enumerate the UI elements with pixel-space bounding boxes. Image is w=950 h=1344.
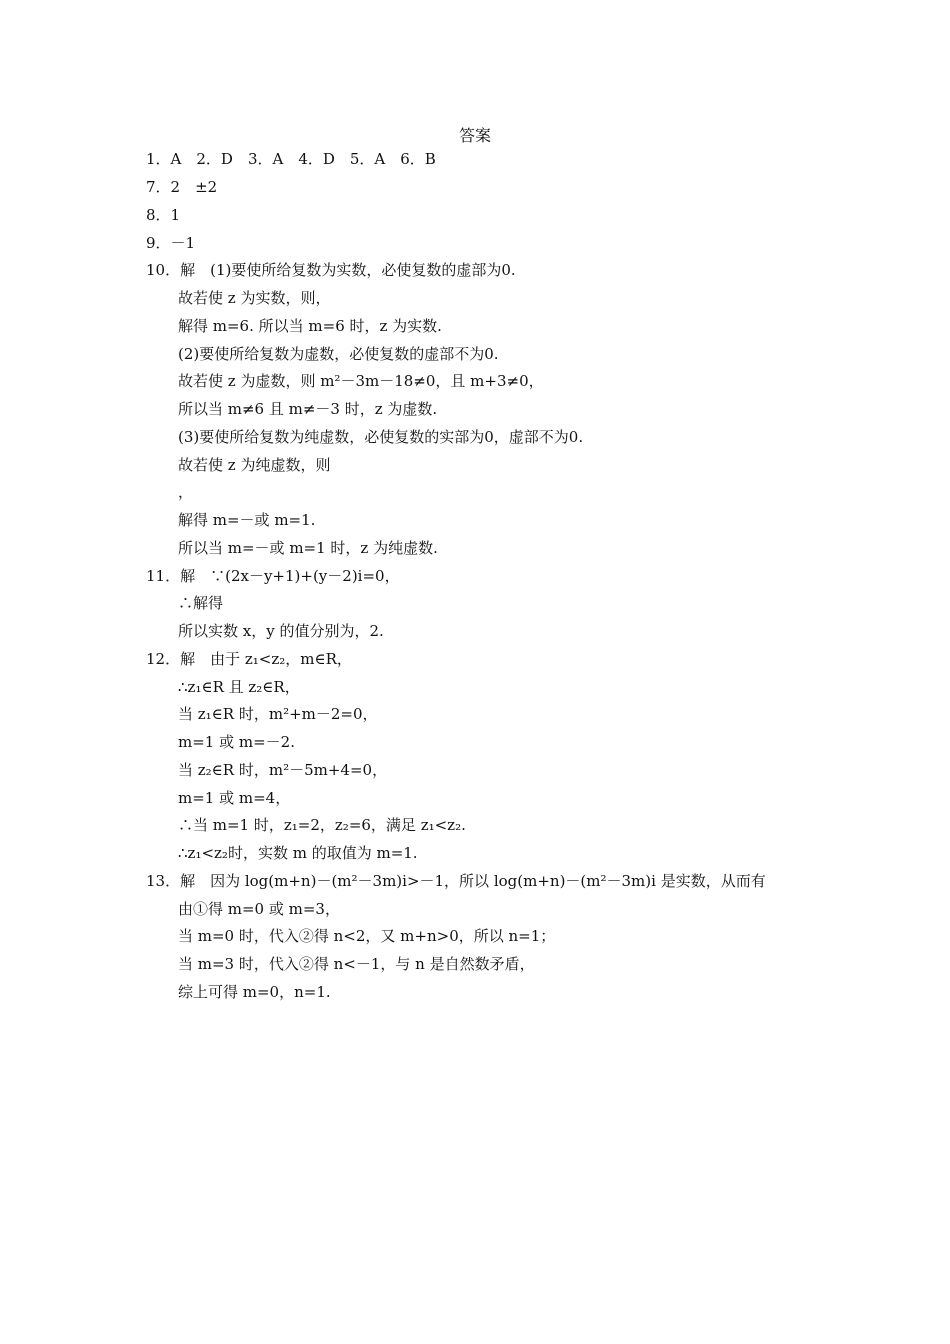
answer-line: ∴解得 [178, 594, 224, 612]
answer-line-7: 7．2 ±2 [146, 178, 218, 196]
answer-line-10-heading: 10．解 (1)要使所给复数为实数，必使复数的虚部为0. [146, 261, 516, 279]
answer-line: 当 m=0 时，代入②得 n<2，又 m+n>0，所以 n=1； [178, 927, 556, 945]
answer-line: m=1 或 m=4， [178, 789, 291, 807]
answer-line: 所以当 m≠6 且 m≠－3 时，z 为虚数. [178, 400, 438, 418]
answer-line: 当 z₁∈R 时，m²+m－2=0， [178, 705, 378, 723]
answer-line: 故若使 z 为纯虚数，则 [178, 456, 331, 474]
answer-line-1-6: 1．A 2．D 3．A 4．D 5．A 6．B [146, 150, 436, 168]
answer-line: 当 z₂∈R 时，m²－5m+4=0， [178, 761, 388, 779]
answer-line: ∴z₁∈R 且 z₂∈R， [178, 678, 300, 696]
answer-line: (2)要使所给复数为虚数，必使复数的虚部不为0. [178, 345, 499, 363]
answer-line: 综上可得 m=0，n=1. [178, 983, 331, 1001]
answer-line: ， [178, 483, 194, 501]
answer-line: ∴z₁<z₂时，实数 m 的取值为 m=1. [178, 844, 418, 862]
answer-line: 解得 m=－或 m=1. [178, 511, 316, 529]
answer-line: 故若使 z 为虚数，则 m²－3m－18≠0，且 m+3≠0， [178, 372, 544, 390]
answer-line-8: 8．1 [146, 206, 181, 224]
answer-line: 所以当 m=－或 m=1 时，z 为纯虚数. [178, 539, 438, 557]
answer-line: 所以实数 x，y 的值分别为，2. [178, 622, 384, 640]
answer-line: 当 m=3 时，代入②得 n<－1，与 n 是自然数矛盾， [178, 955, 535, 973]
answer-line: m=1 或 m=－2. [178, 733, 295, 751]
answer-line-13-heading: 13．解 因为 log(m+n)－(m²－3m)i>－1，所以 log(m+n)－(m²－3m)i 是实数，从而有 [146, 872, 766, 890]
answer-line: (3)要使所给复数为纯虚数，必使复数的实部为0，虚部不为0. [178, 428, 584, 446]
answer-line: ∴当 m=1 时，z₁=2，z₂=6，满足 z₁<z₂. [178, 816, 466, 834]
answer-line: 故若使 z 为实数，则， [178, 289, 331, 307]
answer-line-9: 9．－1 [146, 234, 196, 252]
page-title: 答案 [458, 126, 491, 145]
answer-line: 解得 m=6. 所以当 m=6 时，z 为实数. [178, 317, 442, 335]
answer-line-11-heading: 11．解 ∵(2x－y+1)+(y－2)i=0， [146, 567, 400, 585]
answer-line-12-heading: 12．解 由于 z₁<z₂，m∈R， [146, 650, 352, 668]
answer-line: 由①得 m=0 或 m=3， [178, 900, 340, 918]
